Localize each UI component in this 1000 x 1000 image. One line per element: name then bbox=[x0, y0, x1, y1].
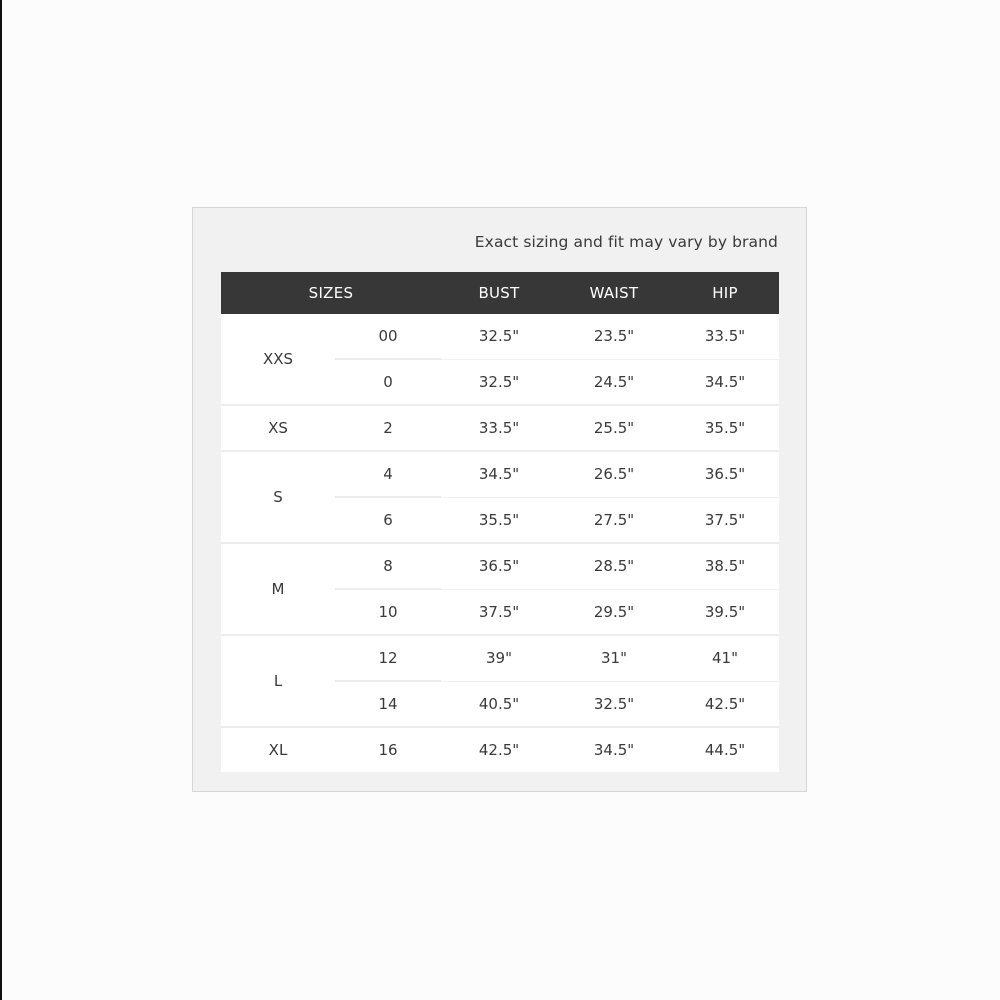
waist-cell: 28.5" bbox=[557, 543, 671, 589]
waist-cell: 26.5" bbox=[557, 451, 671, 497]
numeric-size-cell: 10 bbox=[335, 589, 441, 635]
size-label-cell: XL bbox=[221, 727, 335, 772]
table-row bbox=[221, 635, 779, 681]
numeric-size-cell: 0 bbox=[335, 359, 441, 405]
waist-cell: 23.5" bbox=[557, 314, 671, 359]
waist-cell: 25.5" bbox=[557, 405, 671, 451]
header-row bbox=[221, 272, 779, 314]
bust-cell: 39" bbox=[441, 635, 557, 681]
numeric-size-cell: 16 bbox=[335, 727, 441, 772]
size-label-cell: XS bbox=[221, 405, 335, 451]
bust-cell: 33.5" bbox=[441, 405, 557, 451]
numeric-size-cell: 2 bbox=[335, 405, 441, 451]
table-body bbox=[221, 314, 779, 772]
waist-cell: 32.5" bbox=[557, 681, 671, 727]
header-waist: WAIST bbox=[557, 272, 671, 314]
hip-cell: 36.5" bbox=[671, 451, 779, 497]
left-edge-line bbox=[0, 0, 2, 1000]
table-row bbox=[221, 405, 779, 451]
hip-cell: 42.5" bbox=[671, 681, 779, 727]
table-row bbox=[221, 727, 779, 772]
sizing-note: Exact sizing and fit may vary by brand bbox=[474, 233, 778, 251]
size-label-cell: L bbox=[221, 635, 335, 727]
size-label-cell: S bbox=[221, 451, 335, 543]
waist-cell: 29.5" bbox=[557, 589, 671, 635]
hip-cell: 39.5" bbox=[671, 589, 779, 635]
hip-cell: 38.5" bbox=[671, 543, 779, 589]
waist-cell: 34.5" bbox=[557, 727, 671, 772]
table-row bbox=[221, 314, 779, 359]
bust-cell: 34.5" bbox=[441, 451, 557, 497]
hip-cell: 33.5" bbox=[671, 314, 779, 359]
header-sizes: SIZES bbox=[221, 272, 441, 314]
numeric-size-cell: 12 bbox=[335, 635, 441, 681]
table-row bbox=[221, 451, 779, 497]
header-hip: HIP bbox=[671, 272, 779, 314]
size-label-cell: M bbox=[221, 543, 335, 635]
hip-cell: 37.5" bbox=[671, 497, 779, 543]
numeric-size-cell: 6 bbox=[335, 497, 441, 543]
table-header bbox=[221, 272, 779, 314]
waist-cell: 24.5" bbox=[557, 359, 671, 405]
numeric-size-cell: 4 bbox=[335, 451, 441, 497]
header-bust: BUST bbox=[441, 272, 557, 314]
hip-cell: 35.5" bbox=[671, 405, 779, 451]
bust-cell: 36.5" bbox=[441, 543, 557, 589]
bust-cell: 32.5" bbox=[441, 314, 557, 359]
hip-cell: 44.5" bbox=[671, 727, 779, 772]
bust-cell: 37.5" bbox=[441, 589, 557, 635]
bust-cell: 35.5" bbox=[441, 497, 557, 543]
table-row bbox=[221, 543, 779, 589]
waist-cell: 31" bbox=[557, 635, 671, 681]
numeric-size-cell: 00 bbox=[335, 314, 441, 359]
size-chart-card bbox=[192, 207, 807, 792]
numeric-size-cell: 14 bbox=[335, 681, 441, 727]
size-chart-table bbox=[221, 272, 779, 772]
hip-cell: 41" bbox=[671, 635, 779, 681]
bust-cell: 32.5" bbox=[441, 359, 557, 405]
numeric-size-cell: 8 bbox=[335, 543, 441, 589]
size-label-cell: XXS bbox=[221, 314, 335, 405]
bust-cell: 40.5" bbox=[441, 681, 557, 727]
bust-cell: 42.5" bbox=[441, 727, 557, 772]
hip-cell: 34.5" bbox=[671, 359, 779, 405]
waist-cell: 27.5" bbox=[557, 497, 671, 543]
